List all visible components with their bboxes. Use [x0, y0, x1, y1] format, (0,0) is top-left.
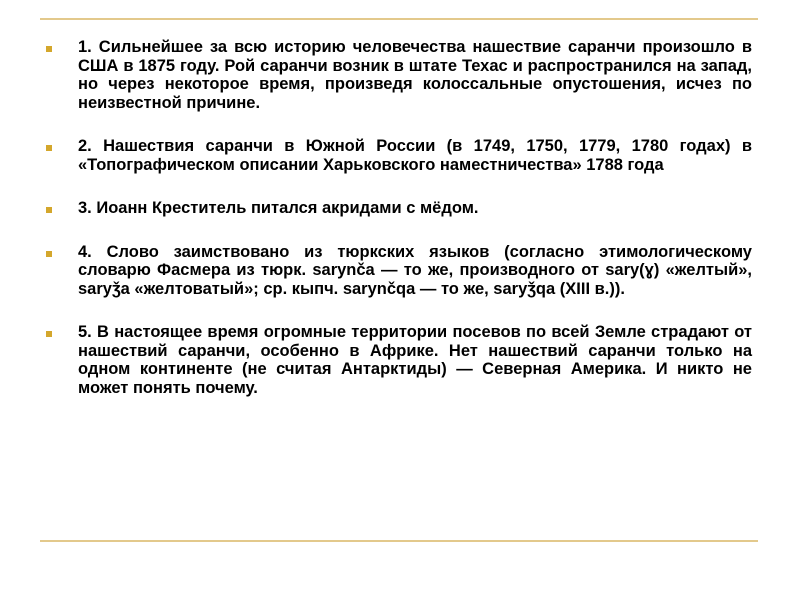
list-item-text: 3. Иоанн Креститель питался акридами с мёдом. — [78, 199, 479, 217]
list-item-text: 5. В настоящее время огромные территории посевов по всей Земле страдают от нашествий саранчи, особенно в Африке. Нет нашествий саранчи только на одном континенте (не считая Антарктиды) — Северная Америка. И никто не может понять почему. — [78, 323, 752, 397]
list-item-text: 4. Слово заимствовано из тюркских языков (согласно этимологическому словарю Фасмера из тюрк. sarynča — то же, производного от sary(ɣ) «желтый», saryǯa «желтоватый»; ср. кыпч. sarynčqa — то же, saryǯqa (XIII в.)). — [78, 242, 752, 298]
square-bullet-icon — [46, 46, 52, 52]
list-item — [46, 137, 752, 174]
square-bullet-icon — [46, 251, 52, 257]
list-item — [46, 38, 752, 112]
list-item-text: 1. Сильнейшее за всю историю человечества нашествие саранчи произошло в США в 1875 году. Рой саранчи возник в штате Техас и распространился на запад, но через некоторое время, произведя колоссальные опустошения, исчез по неизвестной причине. — [78, 38, 752, 112]
bottom-divider — [40, 540, 758, 542]
bullet-list — [46, 38, 752, 422]
square-bullet-icon — [46, 331, 52, 337]
list-item — [46, 323, 752, 397]
top-divider — [40, 18, 758, 20]
square-bullet-icon — [46, 145, 52, 151]
list-item-text: 2. Нашествия саранчи в Южной России (в 1749, 1750, 1779, 1780 годах) в «Топографическом описании Харьковского наместничества» 1788 года — [78, 137, 752, 174]
list-item — [46, 243, 752, 299]
list-item — [46, 199, 752, 218]
square-bullet-icon — [46, 207, 52, 213]
